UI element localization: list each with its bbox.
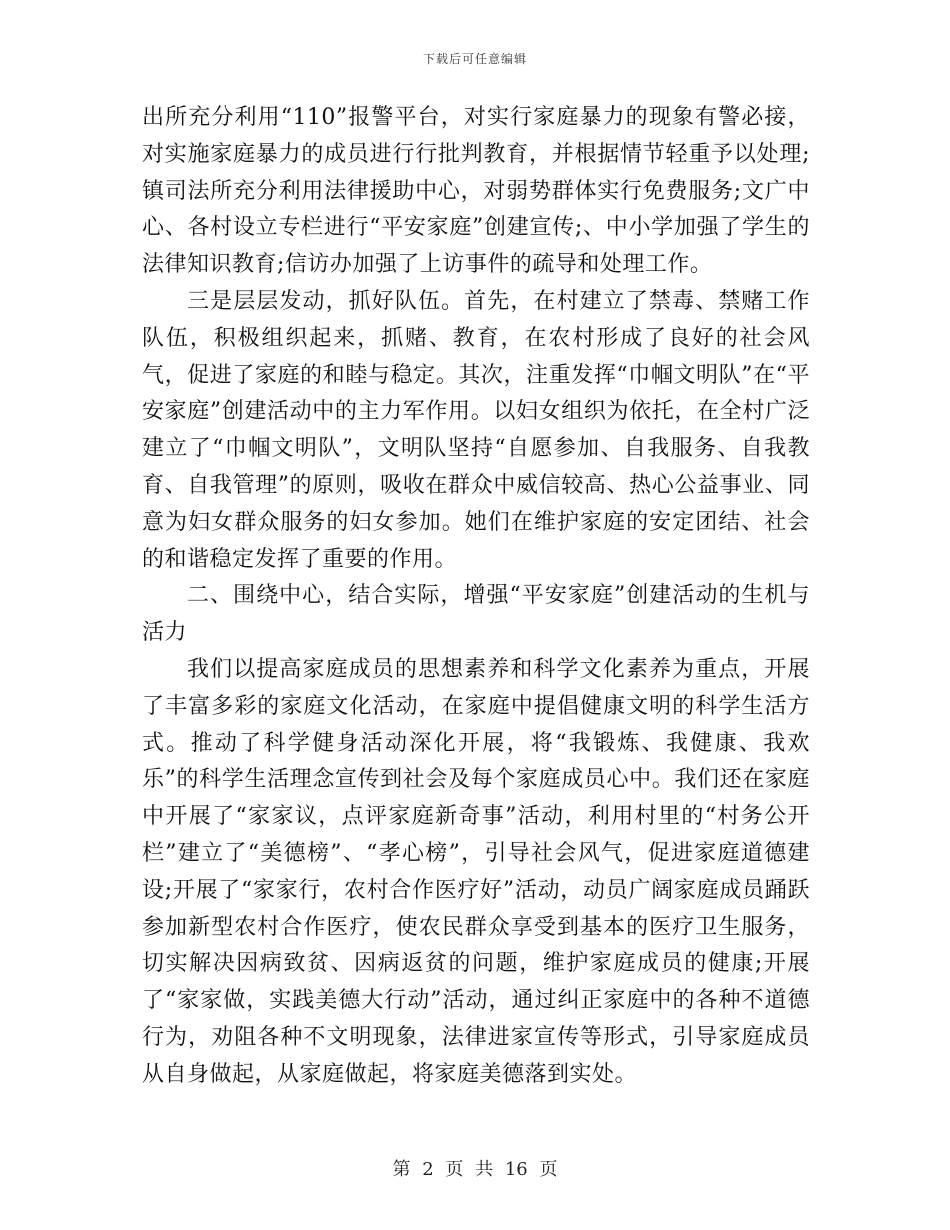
paragraph-2: 三是层层发动，抓好队伍。首先，在村建立了禁毒、禁赌工作队伍，积极组织起来，抓赌、教育，在农村形成了良好的社会风气，促进了家庭的和睦与稳定。其次，注重发挥“巾帼文明队”在“平安家庭”创建活动中的主力军作用。以妇女组织为依托，在全村广泛建立了“巾帼文明队”，文明队坚持“自愿参加、自我服务、自我教育、自我管理”的原则，吸收在群众中威信较高、热心公益事业、同意为妇女群众服务的妇女参加。她们在维护家庭的安定团结、社会的和谐稳定发挥了重要的作用。: [142, 288, 810, 572]
page-header-note: 下载后可任意编辑: [422, 52, 527, 66]
paragraph-1: 出所充分利用“110”报警平台，对实行家庭暴力的现象有警必接，对实施家庭暴力的成员进行行批判教育，并根据情节轻重予以处理;镇司法所充分利用法律援助中心，对弱势群体实行免费服务;文广中心、各村设立专栏进行“平安家庭”创建宣传;、中小学加强了学生的法律知识教育;信访办加强了上访事件的疏导和处理工作。: [142, 105, 810, 278]
document-body: [142, 100, 810, 1094]
section-heading: 二、围绕中心，结合实际，增强“平安家庭”创建活动的生机与活力: [142, 583, 810, 646]
paragraph-3: 我们以提高家庭成员的思想素养和科学文化素养为重点，开展了丰富多彩的家庭文化活动，在家庭中提倡健康文明的科学生活方式。推动了科学健身活动深化开展，将“我锻炼、我健康、我欢乐”的科学生活理念宣传到社会及每个家庭成员心中。我们还在家庭中开展了“家家议，点评家庭新奇事”活动，利用村里的“村务公开栏”建立了“美德榜”、“孝心榜”，引导社会风气，促进家庭道德建设;开展了“家家行，农村合作医疗好”活动，动员广阔家庭成员踊跃参加新型农村合作医疗，使农民群众享受到基本的医疗卫生服务，切实解决因病致贫、因病返贫的问题，维护家庭成员的健康;开展了“家家做，实践美德大行动”活动，通过纠正家庭中的各种不道德行为，劝阻各种不文明现象，法律进家宣传等形式，引导家庭成员从自身做起，从家庭做起，将家庭美德落到实处。: [142, 656, 810, 1087]
page-number: 第 2 页 共 16 页: [392, 1159, 558, 1180]
